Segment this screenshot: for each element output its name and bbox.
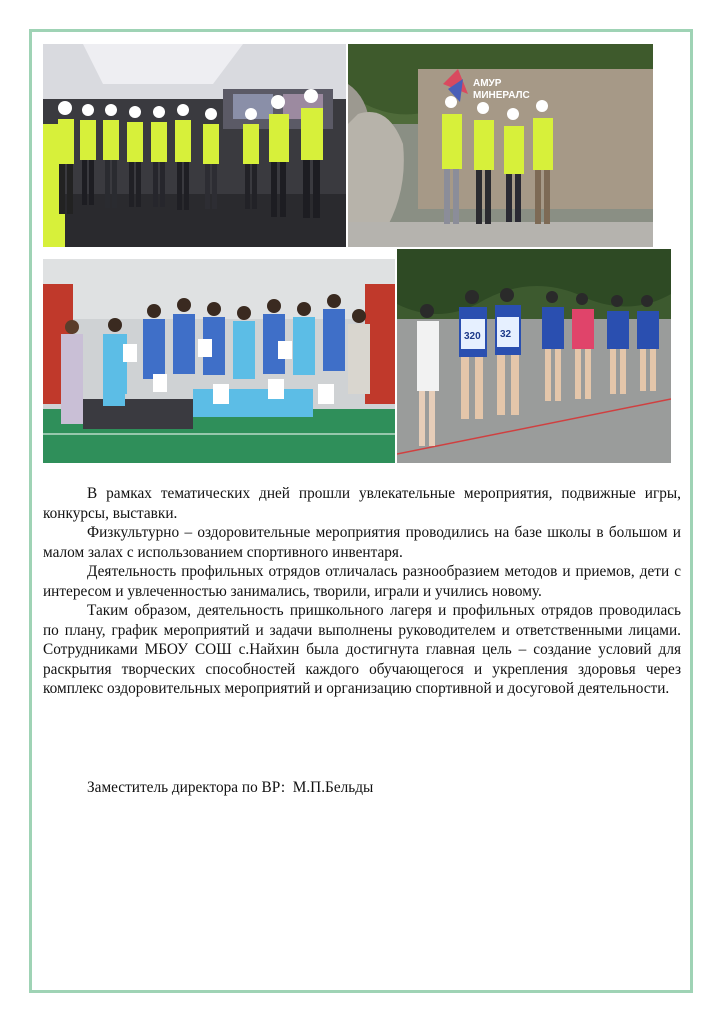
photo-outdoor-race bbox=[397, 249, 671, 463]
bib-number-1: 320 bbox=[464, 331, 481, 342]
report-text bbox=[43, 484, 681, 699]
photo-sports-award-group bbox=[43, 259, 395, 463]
photo-factory-visit bbox=[43, 44, 346, 247]
paragraph-3: Деятельность профильных отрядов отличалась разнообразием методов и приемов, дети с интересом и увлеченностью занимались, творили, играли и учились новому. bbox=[43, 563, 681, 600]
paragraph-2: Физкультурно – оздоровительные мероприятия проводились на базе школы в большом и малом залах с использованием спортивного инвентаря. bbox=[43, 524, 681, 561]
paragraph-1: В рамках тематических дней прошли увлекательные мероприятия, подвижные игры, конкурсы, выставки. bbox=[43, 485, 681, 522]
photo-amur-minerals-visit bbox=[348, 44, 653, 247]
logo-text: АМУР bbox=[473, 78, 502, 89]
paragraph-4: Таким образом, деятельность пришкольного лагеря и профильных отрядов проводилась по плану, график мероприятий и задачи выполнены руководителем и ответственными лицами. Сотрудниками МБОУ СОШ с.Найхин была достигнута главная цель – создание условий для раскрытия творческих способностей каждого обучающегося и укрепления здоровья через комплекс оздоровительных мероприятий и организацию спортивной и досуговой деятельности. bbox=[43, 602, 681, 697]
svg-text:МИНЕРАЛС: МИНЕРАЛС bbox=[473, 90, 530, 101]
bib-number-2: 32 bbox=[500, 329, 512, 340]
signature-line: Заместитель директора по ВР: М.П.Бельды bbox=[87, 779, 374, 796]
